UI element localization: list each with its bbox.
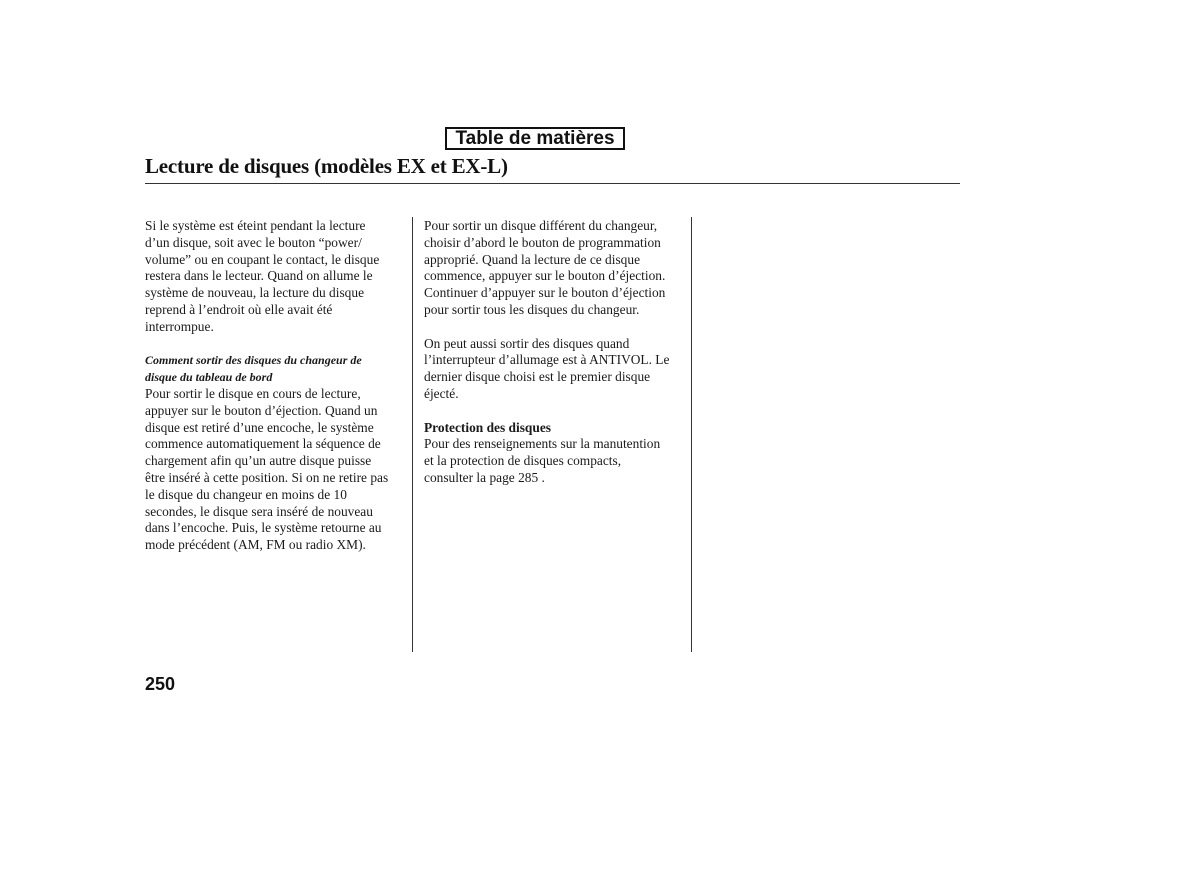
text-line: appuyer sur le bouton d’éjection. Quand un [145, 402, 378, 418]
text-line: interrompue. [145, 318, 214, 334]
text-line: secondes, le disque sera inséré de nouveau [145, 503, 373, 519]
column-divider-left [412, 217, 413, 652]
middle-column [424, 218, 686, 487]
page-number: 250 [145, 674, 176, 694]
text-line: éjecté. [424, 385, 459, 401]
middle-subheading-disc-protection: Protection des disques [424, 419, 551, 435]
middle-paragraph-different-disc [424, 218, 686, 319]
text-line: Continuer d’appuyer sur le bouton d’éjection [424, 285, 666, 301]
text-line: dans l’encoche. Puis, le système retourne au [145, 520, 382, 536]
text-line: pour sortir tous les disques du changeur. [424, 301, 640, 317]
text-line: On peut aussi sortir des disques quand [424, 335, 630, 351]
text-line: dernier disque choisi est le premier disque [424, 369, 651, 385]
text-line: Si le système est éteint pendant la lecture [145, 218, 366, 233]
text-line: l’interrupteur d’allumage est à ANTIVOL. Le [424, 352, 670, 368]
text-line: mode précédent (AM, FM ou radio XM). [145, 537, 366, 553]
table-of-contents-button[interactable]: Table de matières [445, 127, 625, 150]
text-line: chargement afin qu’un autre disque puisse [145, 453, 372, 469]
title-divider [145, 183, 960, 184]
left-paragraph-power-off [145, 218, 405, 336]
paragraph-gap [424, 403, 686, 420]
paragraph-gap [424, 319, 686, 336]
middle-paragraph-antivol [424, 336, 686, 403]
text-line: volume” ou en coupant le contact, le disque [145, 251, 380, 267]
text-line: approprié. Quand la lecture de ce disque [424, 251, 641, 267]
subheading-line: Comment sortir des disques du changeur de [145, 353, 362, 368]
text-line: le disque du changeur en moins de 10 [145, 486, 347, 502]
text-line: disque est retiré d’une encoche, le système [145, 419, 374, 435]
text-line: restera dans le lecteur. Quand on allume le [145, 268, 373, 284]
text-line: Pour sortir un disque différent du changeur, [424, 218, 658, 233]
text-line: système de nouveau, la lecture du disque [145, 285, 365, 301]
page-title: Lecture de disques (modèles EX et EX-L) [145, 154, 508, 178]
text-line: reprend à l’endroit où elle avait été [145, 301, 333, 317]
subheading-line: disque du tableau de bord [145, 370, 273, 385]
text-line: choisir d’abord le bouton de programmation [424, 234, 661, 250]
text-line: Pour des renseignements sur la manutention [424, 436, 661, 452]
text-line: et la protection de disques compacts, [424, 453, 622, 469]
left-column [145, 218, 405, 554]
text-line: d’un disque, soit avec le bouton “power/ [145, 234, 362, 250]
text-line: être inséré à cette position. Si on ne retire pas [145, 469, 389, 485]
text-line: commence automatiquement la séquence de [145, 436, 381, 452]
paragraph-gap [145, 336, 405, 353]
column-divider-right [691, 217, 692, 652]
text-line: commence, appuyer sur le bouton d’éjection. [424, 268, 666, 284]
left-paragraph-eject [145, 386, 405, 554]
page-reference-link[interactable]: consulter la page 285 . [424, 469, 545, 485]
text-line: Pour sortir le disque en cours de lecture, [145, 385, 361, 401]
left-subheading-remove-discs [145, 352, 405, 386]
middle-paragraph-protection [424, 436, 686, 486]
